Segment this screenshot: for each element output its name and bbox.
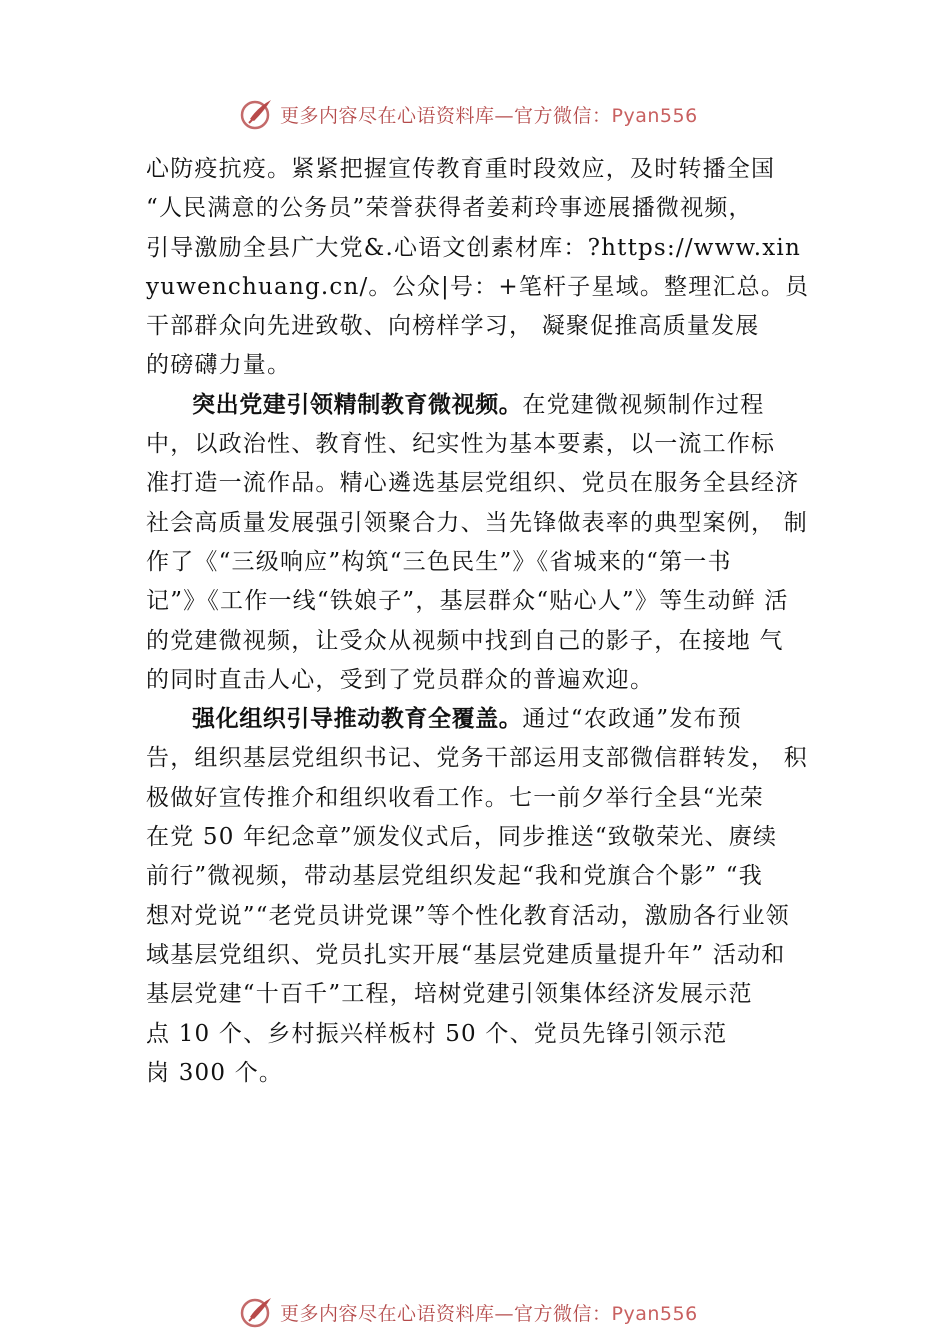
watermark-text: 更多内容尽在心语资料库—官方微信：Pyan556 bbox=[280, 104, 698, 127]
header-watermark bbox=[240, 94, 760, 134]
text-line: 干部群众向先进致敬、向榜样学习， 凝聚促推高质量发展 bbox=[146, 313, 760, 340]
text-line: 作了《“三级响应”构筑“三色民生”》《省城来的“第一书 bbox=[146, 548, 732, 575]
text-line: “人民满意的公务员”荣誉获得者姜莉玲事迹展播微视频， bbox=[146, 195, 753, 222]
text-line: 准打造一流作品。精心遴选基层党组织、党员在服务全县经济 bbox=[146, 470, 800, 497]
text-line: 基层党建“十百千”工程，培树党建引领集体经济发展示范 bbox=[146, 981, 753, 1008]
text-line: 的党建微视频，让受众从视频中找到自己的影子，在接地 气 bbox=[146, 627, 784, 654]
text-line: 在党 50 年纪念章”颁发仪式后，同步推送“致敬荣光、赓续 bbox=[146, 824, 778, 851]
watermark-text: 更多内容尽在心语资料库—官方微信：Pyan556 bbox=[280, 1302, 698, 1325]
text-line: 点 10 个、乡村振兴样板村 50 个、党员先锋引领示范 bbox=[146, 1020, 728, 1047]
text-line: 的磅礴力量。 bbox=[146, 352, 292, 379]
paragraph bbox=[146, 700, 836, 1093]
text-line: 的同时直击人心，受到了党员群众的普遍欢迎。 bbox=[146, 666, 655, 693]
text-line: yuwenchuang.cn/。公众|号：+笔杆子星域。整理汇总。员 bbox=[146, 273, 810, 300]
text-line: 岗 300 个。 bbox=[146, 1059, 284, 1086]
text-line: 域基层党组织、党员扎实开展“基层党建质量提升年” 活动和 bbox=[146, 941, 786, 968]
text-line: 引导激励全县广大党&.心语文创素材库：?https://www.xin bbox=[146, 234, 801, 261]
text-line: 记”》《工作一线“铁娘子”，基层群众“贴心人”》等生动鲜 活 bbox=[146, 588, 789, 615]
document-body bbox=[146, 150, 836, 1093]
quill-logo-icon bbox=[240, 97, 274, 131]
text-line: 强化组织引导推动教育全覆盖。通过“农政通”发布预 bbox=[192, 706, 742, 733]
quill-logo-icon bbox=[240, 1295, 274, 1329]
text-line: 极做好宣传推介和组织收看工作。七一前夕举行全县“光荣 bbox=[146, 784, 764, 811]
text-line: 想对党说”“老党员讲党课”等个性化教育活动，激励各行业领 bbox=[146, 902, 790, 929]
text-line: 社会高质量发展强引领聚合力、当先锋做表率的典型案例， 制 bbox=[146, 509, 808, 536]
paragraph bbox=[146, 150, 836, 386]
footer-watermark bbox=[240, 1292, 760, 1332]
text-line: 突出党建引领精制教育微视频。在党建微视频制作过程 bbox=[192, 391, 765, 418]
text-line: 告，组织基层党组织书记、党务干部运用支部微信群转发， 积 bbox=[146, 745, 808, 772]
paragraph-lead-heading: 强化组织引导推动教育全覆盖。 bbox=[192, 706, 523, 733]
text-line: 中，以政治性、教育性、纪实性为基本要素，以一流工作标 bbox=[146, 431, 776, 458]
paragraph bbox=[146, 386, 836, 700]
paragraph-lead-heading: 突出党建引领精制教育微视频。 bbox=[192, 391, 523, 418]
text-line: 心防疫抗疫。紧紧把握宣传教育重时段效应，及时转播全国 bbox=[146, 156, 776, 182]
text-line: 前行”微视频，带动基层党组织发起“我和党旗合个影” “我 bbox=[146, 863, 763, 890]
